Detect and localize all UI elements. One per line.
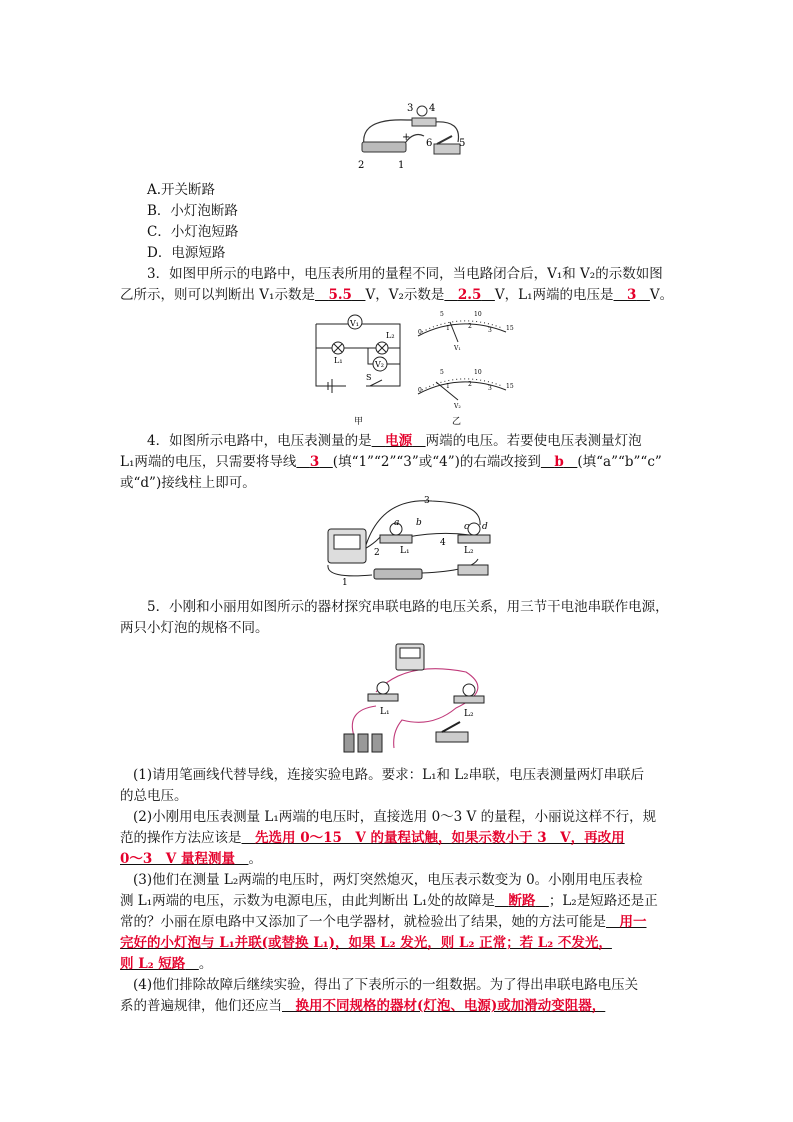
q5-p3-line-2 bbox=[120, 891, 658, 911]
q3-answer-l1: 3 bbox=[627, 287, 637, 303]
q3-meter-tick: 5 bbox=[440, 311, 444, 318]
q4-fig-label: a bbox=[394, 518, 400, 528]
q5-text: 常的？小丽在原电路中又添加了一个电学器材，就检验出了结果，她的方法可能是 bbox=[120, 914, 606, 930]
q5-p3-answer-method-b: 完好的小灯泡与 L₁并联(或替换 L₁)，如果 L₂ 发光，则 L₂ 正常；若 L₂ 不发光， bbox=[120, 935, 612, 951]
q3-meter-tick: 10 bbox=[474, 311, 482, 318]
q3-meter-tick: 10 bbox=[474, 369, 482, 376]
q3-meter-tick: 15 bbox=[506, 383, 514, 390]
q5-p2-line-2 bbox=[120, 828, 625, 848]
q4-fig-label: d bbox=[482, 522, 488, 532]
q3-fig-caption-yi: 乙 bbox=[452, 417, 462, 427]
q4-fig-label: 1 bbox=[342, 578, 348, 587]
q5-p3-answer-method-a: 用一 bbox=[619, 914, 647, 930]
q5-p2-answer-b: 0～3 V 量程测量 bbox=[120, 851, 235, 867]
q3-text: V，V₂示数是 bbox=[365, 287, 445, 303]
fig1-label: 4 bbox=[429, 103, 436, 114]
q3-meter-tick: 15 bbox=[506, 325, 514, 332]
q4-fig-label: c bbox=[464, 522, 470, 532]
q4-fig-label: b bbox=[416, 518, 422, 528]
q2-option-b: B．小灯泡断路 bbox=[147, 203, 238, 219]
q3-fig-label: L₁ bbox=[334, 356, 343, 365]
q5-p1-line-1: (1)请用笔画线代替导线，连接实验电路。要求：L₁和 L₂串联，电压表测量两灯串联后 bbox=[133, 767, 645, 783]
q5-fig-label: L₁ bbox=[380, 707, 390, 717]
q5-text: 测 L₁两端的电压，示数为电源电压，由此判断出 L₁处的故障是 bbox=[120, 893, 495, 909]
q5-p3-line-5 bbox=[120, 954, 212, 974]
q4-line-3: 或“d”)接线柱上即可。 bbox=[120, 475, 256, 491]
q3-meter-tick: 3 bbox=[488, 385, 492, 392]
q3-line-2 bbox=[120, 285, 673, 305]
q5-line-2: 两只小灯泡的规格不同。 bbox=[120, 620, 269, 636]
fig1-label: 2 bbox=[358, 160, 365, 171]
q3-answer-v2: 2.5 bbox=[457, 287, 482, 303]
figure-circuit-q3 bbox=[310, 308, 520, 430]
q5-text: 。 bbox=[248, 851, 262, 867]
q4-line-1 bbox=[147, 431, 642, 451]
q5-p4-line-2 bbox=[120, 996, 605, 1016]
q3-text: V，L₁两端的电压是 bbox=[494, 287, 614, 303]
q4-fig-label: 4 bbox=[440, 538, 446, 548]
q5-p3-line-4 bbox=[120, 933, 612, 953]
figure-circuit-q5 bbox=[336, 640, 486, 758]
q3-fig-label: V₁ bbox=[350, 319, 359, 328]
q4-text: (填“a”“b”“c” bbox=[577, 454, 662, 470]
q5-text: ；L₂是短路还是正 bbox=[548, 893, 658, 909]
fig1-label: + bbox=[402, 132, 411, 143]
q4-text: L₁两端的电压，只需要将导线 bbox=[120, 454, 297, 470]
q4-fig-label: L₁ bbox=[400, 546, 410, 556]
q4-answer-measured: 电源 bbox=[385, 433, 413, 449]
q5-p3-line-3 bbox=[120, 912, 647, 932]
fig1-label: 3 bbox=[407, 103, 414, 114]
figure-circuit-q4 bbox=[322, 495, 494, 587]
q5-text: 范的操作方法应该是 bbox=[120, 830, 242, 846]
q2-option-a: A.开关断路 bbox=[147, 182, 216, 198]
q5-p4-answer: 换用不同规格的器材(灯泡、电源)或加滑动变阻器， bbox=[295, 998, 606, 1014]
q5-p3-answer-fault: 断路 bbox=[508, 893, 536, 909]
q4-text: (填“1”“2”“3”或“4”)的右端改接到 bbox=[332, 454, 541, 470]
q3-meter-tick: 1 bbox=[446, 325, 450, 332]
q3-meter-label: V₂ bbox=[454, 403, 461, 410]
q4-answer-terminal: b bbox=[554, 454, 564, 470]
q3-meter-tick: 2 bbox=[468, 323, 472, 330]
q5-text: 。 bbox=[198, 956, 213, 972]
q3-fig-label: L₂ bbox=[386, 331, 395, 340]
q5-line-1: 5．小刚和小丽用如图所示的器材探究串联电路的电压关系，用三节干电池串联作电源， bbox=[147, 599, 669, 615]
q4-fig-label: L₂ bbox=[464, 546, 474, 556]
q2-option-d: D．电源短路 bbox=[147, 245, 226, 261]
q5-p3-answer-method-c: 则 L₂ 短路 bbox=[120, 956, 186, 972]
q3-meter-tick: 1 bbox=[446, 383, 450, 390]
q5-p4-line-1: (4)他们排除故障后继续实验，得出了下表所示的一组数据。为了得出串联电路电压关 bbox=[133, 977, 639, 993]
q3-meter-tick: 5 bbox=[440, 369, 444, 376]
q3-meter-tick: 2 bbox=[468, 381, 472, 388]
q5-text: 系的普遍规律，他们还应当 bbox=[120, 998, 282, 1014]
q5-p1-line-2: 的总电压。 bbox=[120, 788, 188, 804]
q3-meter-tick: 0 bbox=[418, 387, 422, 394]
q3-meter-tick: 0 bbox=[418, 329, 422, 336]
q3-text: 乙所示，则可以判断出 V₁示数是 bbox=[120, 287, 315, 303]
q5-fig-label: L₂ bbox=[464, 709, 474, 719]
q5-p2-line-1: (2)小刚用电压表测量 L₁两端的电压时，直接选用 0～3 V 的量程，小丽说这样不行，规 bbox=[133, 809, 657, 825]
q5-p3-line-1: (3)他们在测量 L₂两端的电压时，两灯突然熄灭，电压表示数变为 0。小刚用电压表检 bbox=[133, 872, 643, 888]
q4-fig-label: 3 bbox=[424, 496, 430, 506]
q3-fig-label: V₂ bbox=[375, 360, 384, 369]
q4-text: 4．如图所示电路中，电压表测量的是 bbox=[147, 433, 372, 449]
figure-circuit-1 bbox=[352, 100, 472, 175]
q3-meter-label: V₁ bbox=[454, 345, 461, 352]
q3-answer-v1: 5.5 bbox=[328, 287, 352, 303]
q3-fig-caption-jia: 甲 bbox=[354, 417, 364, 427]
q2-option-c: C．小灯泡短路 bbox=[147, 224, 239, 240]
q4-fig-label: 2 bbox=[374, 548, 380, 558]
q3-line-1: 3．如图甲所示的电路中，电压表所用的量程不同，当电路闭合后，V₁和 V₂的示数如图 bbox=[147, 266, 663, 282]
q3-fig-label: S bbox=[366, 373, 372, 382]
q5-p2-answer-a: 先选用 0～15 V 的量程试触，如果示数小于 3 V，再改用 bbox=[255, 830, 625, 846]
q3-text: V。 bbox=[649, 287, 674, 303]
q4-line-2 bbox=[120, 452, 662, 472]
fig1-label: 5 bbox=[459, 138, 466, 149]
fig1-label: 1 bbox=[398, 160, 405, 171]
fig1-label: 6 bbox=[426, 138, 433, 149]
q5-p2-line-3 bbox=[120, 849, 262, 869]
q3-meter-tick: 3 bbox=[488, 327, 492, 334]
q4-answer-wire: 3 bbox=[309, 454, 320, 470]
q4-text: 两端的电压。若要使电压表测量灯泡 bbox=[425, 433, 642, 449]
